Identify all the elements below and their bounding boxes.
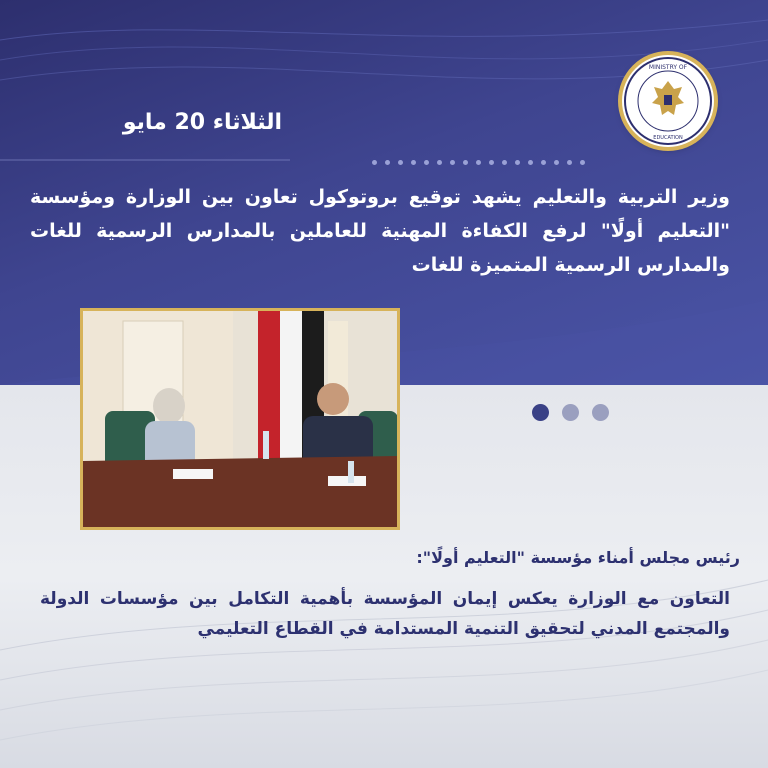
slider-dot-1[interactable] xyxy=(532,404,549,421)
egypt-eagle-emblem-icon xyxy=(622,55,714,147)
headline: وزير التربية والتعليم يشهد توقيع بروتوكول تعاون بين الوزارة ومؤسسة "التعليم أولًا" لرفع الكفاءة المهنية للعاملين بالمدارس الرسمية للغات والمدارس الرسمية المتميزة للغات xyxy=(30,186,730,276)
slider-dots xyxy=(532,402,622,422)
ministry-logo xyxy=(622,55,714,147)
svg-text:MINISTRY OF: MINISTRY OF xyxy=(648,64,688,71)
svg-text:EDUCATION: EDUCATION xyxy=(653,135,683,141)
quote-title: رئيس مجلس أمناء مؤسسة "التعليم أولًا": xyxy=(416,548,740,567)
post-date: الثلاثاء 20 مايو xyxy=(122,110,282,135)
quote-body: التعاون مع الوزارة يعكس إيمان المؤسسة بأهمية التكامل بين مؤسسات الدولة والمجتمع المدني لتحقيق التنمية المستدامة في القطاع التعليمي xyxy=(40,589,730,639)
slider-dot-3[interactable] xyxy=(592,404,609,421)
decorative-dots xyxy=(372,150,610,162)
meeting-photo-icon xyxy=(83,311,397,527)
meeting-photo xyxy=(80,308,400,530)
slider-dot-2[interactable] xyxy=(562,404,579,421)
